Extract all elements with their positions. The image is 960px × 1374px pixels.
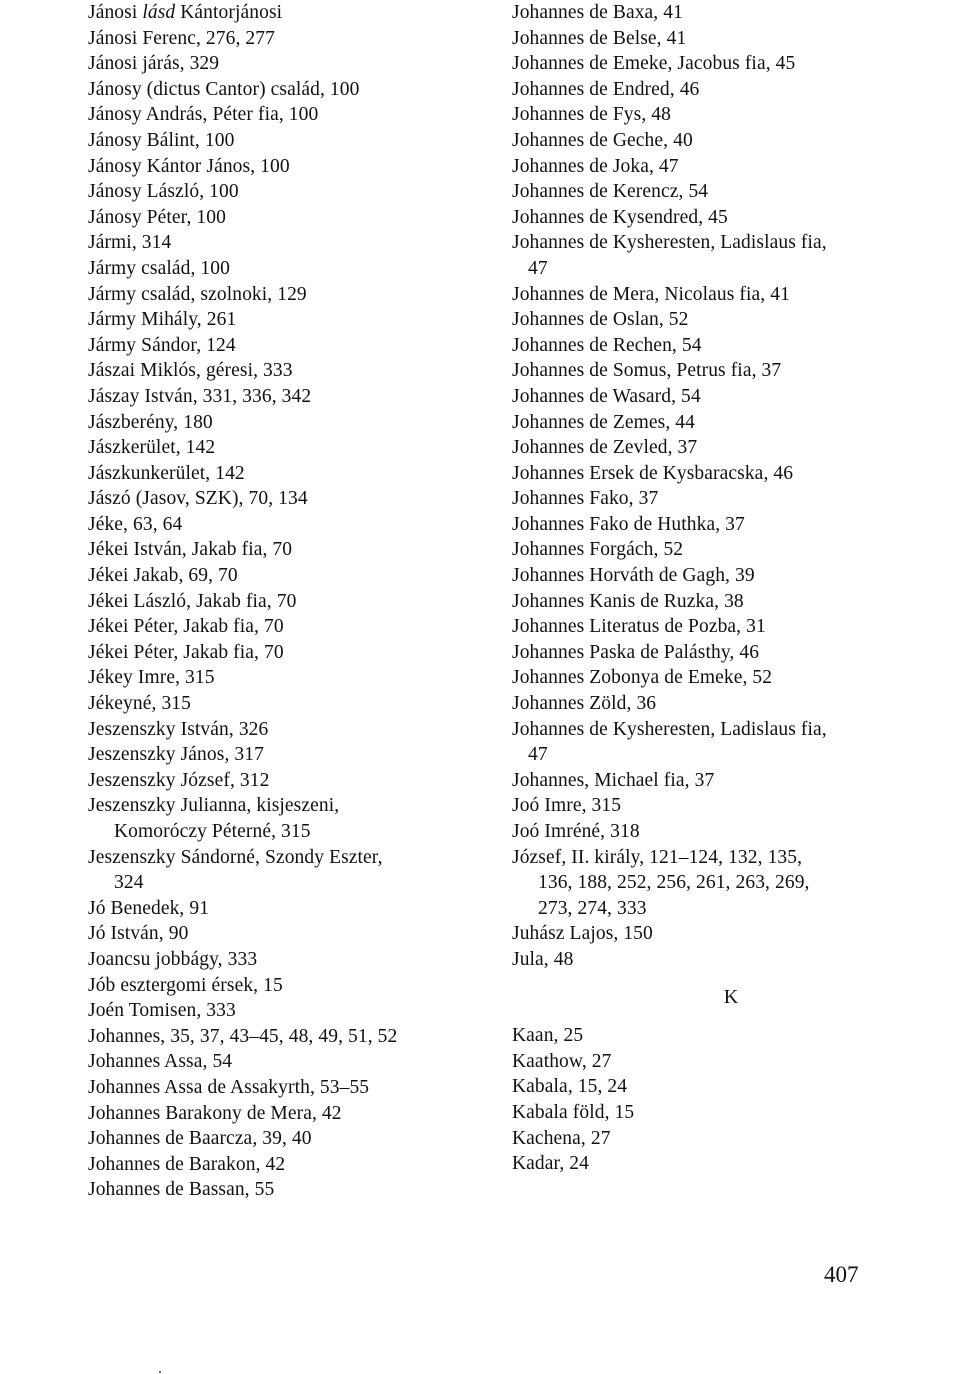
index-entry: Jászai Miklós, géresi, 333 <box>88 360 293 382</box>
index-entry: Johannes de Baxa, 41 <box>512 2 683 23</box>
index-entry: Jó Benedek, 91 <box>88 897 210 919</box>
index-entry: Johannes Fako, 37 <box>512 488 659 510</box>
index-entry: Jeszenszky József, 312 <box>88 769 270 791</box>
index-entry: Johannes Ersek de Kysbaracska, 46 <box>512 462 794 484</box>
index-entry-multiline: Johannes de Kysheresten, Ladislaus fia, 47 <box>512 232 827 279</box>
index-entry: Jeszenszky István, 326 <box>88 718 269 740</box>
index-entry: Jéke, 63, 64 <box>88 513 183 535</box>
index-entry: Jánosy Bálint, 100 <box>88 129 235 151</box>
index-entry: Johannes de Zemes, 44 <box>512 411 695 433</box>
index-entry: Jánosy András, Péter fia, 100 <box>88 104 319 126</box>
index-entry: Jeszenszky János, 317 <box>88 744 264 766</box>
index-column-right <box>512 0 932 1177</box>
index-entry: Johannes Zobonya de Emeke, 52 <box>512 667 773 689</box>
index-entry: Jékei Jakab, 69, 70 <box>88 565 238 587</box>
index-entry: Johannes Forgách, 52 <box>512 539 684 561</box>
index-entry: Johannes de Wasard, 54 <box>512 385 701 407</box>
index-entry: Jékei Péter, Jakab fia, 70 <box>88 641 284 663</box>
index-entry: Jánosy Péter, 100 <box>88 206 226 228</box>
index-entry: Joancsu jobbágy, 333 <box>88 948 258 970</box>
index-entry: Kabala, 15, 24 <box>512 1076 628 1098</box>
index-entry: Jászkunkerület, 142 <box>88 462 245 484</box>
index-entry: Johannes de Baarcza, 39, 40 <box>88 1128 312 1150</box>
index-entry: Kaathow, 27 <box>512 1050 612 1072</box>
index-entry: Joó Imre, 315 <box>512 795 622 817</box>
index-entry: Jó István, 90 <box>88 923 189 945</box>
index-entry-multiline: Jeszenszky Sándorné, Szondy Eszter, 324 <box>88 846 383 894</box>
index-entry: Johannes Literatus de Pozba, 31 <box>512 616 766 638</box>
index-entry: Jula, 48 <box>512 948 574 970</box>
index-entry: Johannes de Oslan, 52 <box>512 309 689 331</box>
index-column-left <box>88 0 488 1203</box>
section-letter-heading: K <box>723 985 739 1008</box>
index-entry: Jászó (Jasov, SZK), 70, 134 <box>88 488 308 510</box>
index-entry: Jármy család, 100 <box>88 257 230 279</box>
index-entry: Jánosi Ferenc, 276, 277 <box>88 27 275 49</box>
index-entry: Johannes de Kerencz, 54 <box>512 181 709 203</box>
index-entry: Kabala föld, 15 <box>512 1101 635 1123</box>
index-entry: Johannes Assa, 54 <box>88 1051 233 1073</box>
index-entry: Johannes Zöld, 36 <box>512 693 657 715</box>
index-entry: Johannes de Geche, 40 <box>512 129 693 151</box>
index-entry: Johannes Fako de Huthka, 37 <box>512 513 745 535</box>
index-entry: Johannes Horváth de Gagh, 39 <box>512 565 755 587</box>
index-entry: Jékei István, Jakab fia, 70 <box>88 539 293 561</box>
index-entry: Johannes, 35, 37, 43–45, 48, 49, 51, 52 <box>88 1025 398 1047</box>
scan-speck <box>159 1371 161 1373</box>
page-number: 407 <box>824 1262 859 1287</box>
see-reference: lásd <box>142 2 176 23</box>
index-entry: Jánosy László, 100 <box>88 181 239 203</box>
index-entry: Johannes de Barakon, 42 <box>88 1153 286 1175</box>
index-entry: Jánosy Kántor János, 100 <box>88 155 290 177</box>
index-entry-multiline: Johannes de Kysheresten, Ladislaus fia, 47 <box>512 718 827 766</box>
index-entry: Jászberény, 180 <box>88 411 213 433</box>
index-entry: Johannes de Bassan, 55 <box>88 1179 275 1201</box>
index-entry: Jászkerület, 142 <box>88 437 216 459</box>
index-entry: Joó Imréné, 318 <box>512 821 640 842</box>
index-entry: Johannes de Joka, 47 <box>512 155 679 177</box>
index-entry: Johannes, Michael fia, 37 <box>512 769 715 791</box>
index-entry: Jászay István, 331, 336, 342 <box>88 385 312 407</box>
index-entry: Juhász Lajos, 150 <box>512 923 653 945</box>
index-entry: Jánosi járás, 329 <box>88 53 220 75</box>
index-entry: Johannes Assa de Assakyrth, 53–55 <box>88 1076 370 1098</box>
index-entry: Jékeyné, 315 <box>88 693 192 715</box>
index-entry: Johannes Barakony de Mera, 42 <box>88 1102 342 1124</box>
index-entry: Johannes de Somus, Petrus fia, 37 <box>512 360 782 382</box>
index-entry: Johannes de Rechen, 54 <box>512 334 702 356</box>
index-entry: Joén Tomisen, 333 <box>88 1000 236 1022</box>
index-entry: Kaan, 25 <box>512 1025 584 1047</box>
index-entry: Johannes Kanis de Ruzka, 38 <box>512 590 744 612</box>
index-entry-multiline: Jeszenszky Julianna, kisjeszeni, Komoróczy Péterné, 315 <box>88 795 340 842</box>
index-entry: Jármi, 314 <box>88 232 172 254</box>
index-entry: Johannes de Belse, 41 <box>512 27 687 49</box>
index-entry: Jármy Sándor, 124 <box>88 334 236 356</box>
index-entry: Jánosy (dictus Cantor) család, 100 <box>88 78 360 100</box>
index-entry: Johannes Paska de Palásthy, 46 <box>512 641 760 663</box>
index-entry: Kachena, 27 <box>512 1127 611 1149</box>
index-entry: Jób esztergomi érsek, 15 <box>88 974 283 996</box>
index-entry: Johannes de Fys, 48 <box>512 104 671 126</box>
index-entry: Johannes de Mera, Nicolaus fia, 41 <box>512 283 790 305</box>
index-entry: Johannes de Endred, 46 <box>512 78 700 100</box>
index-entry: Jékei Péter, Jakab fia, 70 <box>88 616 284 638</box>
index-entry: Jármy család, szolnoki, 129 <box>88 283 307 305</box>
index-entry: Johannes de Zevled, 37 <box>512 437 698 459</box>
index-entry: Johannes de Kysendred, 45 <box>512 206 728 228</box>
index-entry: Jánosi lásd Kántorjánosi <box>88 2 283 23</box>
index-entry: Kadar, 24 <box>512 1153 590 1175</box>
index-entry: Jékey Imre, 315 <box>88 667 215 689</box>
index-entry: Jármy Mihály, 261 <box>88 309 237 331</box>
index-entry-multiline: József, II. király, 121–124, 132, 135, 136, 188, 252, 256, 261, 263, 269, 273, 274, 333 <box>512 846 810 919</box>
index-entry: Jékei László, Jakab fia, 70 <box>88 590 297 612</box>
index-entry: Johannes de Emeke, Jacobus fia, 45 <box>512 53 796 75</box>
